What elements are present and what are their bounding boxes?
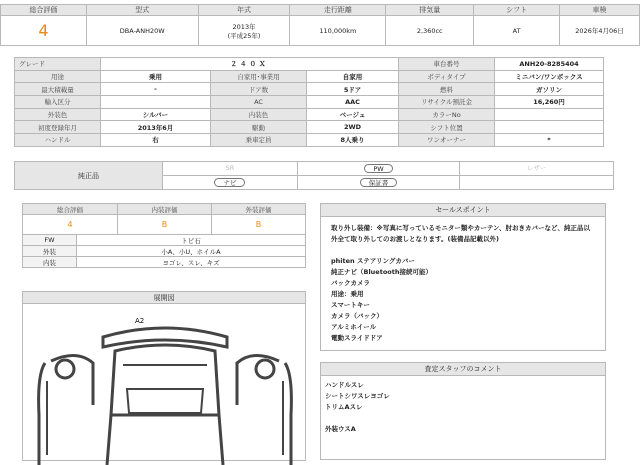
spec-value: - xyxy=(101,83,211,96)
model-code: DBA-ANH20W xyxy=(86,16,198,46)
spec-label: 自家用･事業用 xyxy=(211,70,307,83)
spec-value: シルバー xyxy=(101,108,211,121)
spec-label: カラーNo xyxy=(399,108,495,121)
spec-label: 最大積載量 xyxy=(15,83,101,96)
spec-value: 自家用 xyxy=(307,70,399,83)
spec-label: 乗車定員 xyxy=(211,134,307,147)
spec-value: 8人乗り xyxy=(307,134,399,147)
spec-label: 外装色 xyxy=(15,108,101,121)
spec-label: 駆動 xyxy=(211,121,307,134)
car-diagram xyxy=(23,305,307,465)
sales-point-title: セールスポイント xyxy=(321,204,605,217)
damage-marker-label: A2 xyxy=(135,317,145,325)
eval-row-value: ヨゴレ、スレ、キズ xyxy=(77,257,306,268)
spec-label: 燃料 xyxy=(399,83,495,96)
spec-value: 2013年6月 xyxy=(101,121,211,134)
car-diagram-panel xyxy=(22,291,306,461)
spec-value: ガソリン xyxy=(495,83,604,96)
summary-header: シフト xyxy=(474,5,560,16)
options-label: 純正品 xyxy=(15,162,163,190)
summary-header: 総合評価 xyxy=(1,5,87,16)
chassis-label: 車台番号 xyxy=(399,58,495,71)
eval-row-label: FW xyxy=(23,235,77,246)
options-table xyxy=(14,161,614,190)
spec-label: リサイクル預託金 xyxy=(399,96,495,109)
windshield-outline xyxy=(127,389,203,413)
spec-label: AC xyxy=(211,96,307,109)
right-wheel-icon xyxy=(256,360,274,378)
mileage: 110,000km xyxy=(290,16,386,46)
year-value: 2013年 xyxy=(232,22,256,31)
left-pillar-line xyxy=(107,415,111,465)
right-pillar-line xyxy=(219,415,223,465)
spec-value: * xyxy=(495,134,604,147)
shift: AT xyxy=(474,16,560,46)
eval-header: 内装評価 xyxy=(118,204,212,215)
staff-comment-line xyxy=(325,413,601,424)
option-sr: SR xyxy=(225,164,235,172)
spec-value: ミニバン/ワンボックス xyxy=(495,70,604,83)
spec-value xyxy=(101,96,211,109)
spec-value: 乗用 xyxy=(101,70,211,83)
eval-row-label: 内装 xyxy=(23,257,77,268)
staff-comment-title: 査定スタッフのコメント xyxy=(321,363,605,376)
spec-table xyxy=(14,57,604,147)
eval-row-value: トビ石 xyxy=(77,235,306,246)
sales-point-intro: 取り外し装備：※写真に写っているモニター類やカーテン、肘おきカバーなど、純正品以外全て取り外してのお渡しとなります。(装備品記載以外) xyxy=(331,224,590,243)
spec-value: 16,260円 xyxy=(495,96,604,109)
sales-point-item: 用途：乗用 xyxy=(331,290,364,298)
eval-overall: 4 xyxy=(23,215,118,235)
eval-interior: B xyxy=(118,215,212,235)
spec-label: ハンドル xyxy=(15,134,101,147)
eval-exterior: B xyxy=(212,215,306,235)
spec-label: 用途 xyxy=(15,70,101,83)
option-navi: ナビ xyxy=(214,178,245,187)
year-jp-value: (平成25年) xyxy=(227,31,261,40)
spec-label: ワンオーナー xyxy=(399,134,495,147)
summary-header: 年式 xyxy=(198,5,290,16)
evaluation-table xyxy=(22,203,306,268)
model-year xyxy=(198,16,290,46)
spec-value: 2WD xyxy=(307,121,399,134)
sales-point-item: 純正ナビ（Bluetooth接続可能） xyxy=(331,268,432,276)
spec-value: 5ドア xyxy=(307,83,399,96)
car-body-outline xyxy=(111,345,219,415)
spec-value: 右 xyxy=(101,134,211,147)
summary-header: 排気量 xyxy=(386,5,474,16)
eval-header: 外装評価 xyxy=(212,204,306,215)
summary-header: 走行距離 xyxy=(290,5,386,16)
spec-label: 初度登録年月 xyxy=(15,121,101,134)
summary-table xyxy=(0,4,640,46)
spec-label: ボディタイプ xyxy=(399,70,495,83)
spec-label: ドア数 xyxy=(211,83,307,96)
option-pw: PW xyxy=(364,164,392,173)
sales-point-item: アルミホイール xyxy=(331,323,377,331)
sales-point-item: スマートキー xyxy=(331,301,370,309)
spec-value xyxy=(495,108,604,121)
spec-label: シフト位置 xyxy=(399,121,495,134)
spec-value: ベージュ xyxy=(307,108,399,121)
left-wheel-icon xyxy=(56,360,74,378)
inspection-date: 2026年4月06日 xyxy=(560,16,640,46)
staff-comment-line: ハンドルスレ xyxy=(325,381,364,389)
diagram-title: 展開図 xyxy=(23,292,305,304)
eval-row-value: 小A、小U、ホイルA xyxy=(77,246,306,257)
sales-point-item: カメラ（バック） xyxy=(331,312,383,320)
summary-header: 型式 xyxy=(86,5,198,16)
staff-comment-line: トリムAスレ xyxy=(325,403,363,411)
grade-label: グレード xyxy=(15,58,101,71)
displacement: 2,360cc xyxy=(386,16,474,46)
eval-header: 総合評価 xyxy=(23,204,118,215)
option-leather: レザー xyxy=(526,164,547,172)
option-warranty: 保証書 xyxy=(360,178,398,187)
sales-point-item: バックカメラ xyxy=(331,279,370,287)
staff-comment-line: シートシワスレヨゴレ xyxy=(325,392,390,400)
chassis-value: ANH20-8285404 xyxy=(495,58,604,71)
overall-score: 4 xyxy=(1,16,87,46)
spec-value xyxy=(495,121,604,134)
sales-point-item: phiten ステアリングカバー xyxy=(331,257,415,265)
grade-value: ２４０Ｘ xyxy=(101,58,399,71)
staff-comment-panel xyxy=(320,362,606,460)
spec-value: AAC xyxy=(307,96,399,109)
spec-label: 輸入区分 xyxy=(15,96,101,109)
spec-label: 内装色 xyxy=(211,108,307,121)
staff-comment-line: 外装ウスA xyxy=(325,425,356,433)
summary-header: 車検 xyxy=(560,5,640,16)
sales-point-item: 電動スライドドア xyxy=(331,334,383,342)
eval-row-label: 外装 xyxy=(23,246,77,257)
sales-point-panel xyxy=(320,203,606,351)
